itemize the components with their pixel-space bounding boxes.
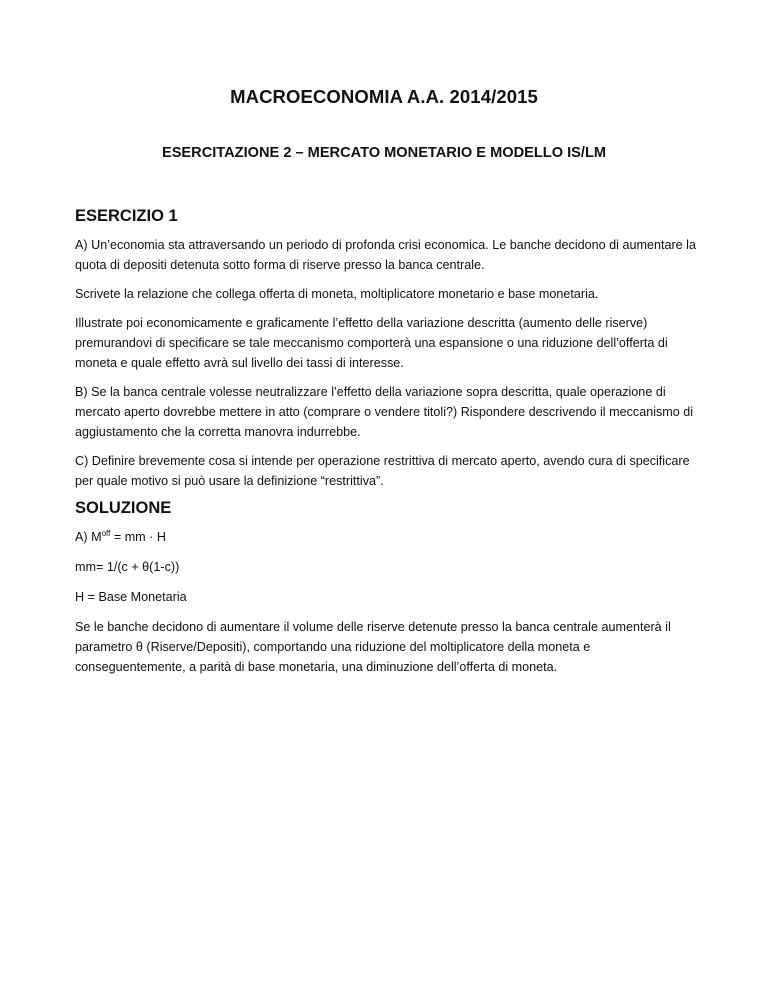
formula-superscript: off	[101, 529, 111, 538]
solution-section	[75, 499, 697, 686]
formula-prefix: A) M	[75, 530, 102, 544]
money-supply-formula	[75, 527, 697, 547]
exercise-paragraph-b: B) Se la banca centrale volesse neutralizzare l’effetto della variazione sopra descritta, quale operazione di mercato aperto dovrebbe mettere in atto (comprare o vendere titoli?) Rispondere descrivendo il meccanismo di aggiustamento che la corretta manovra indurrebbe.	[75, 385, 694, 439]
solution-paragraph: Se le banche decidono di aumentare il volume delle riserve detenute presso la banca centrale aumenterà il parametro θ (Riserve/Depositi), comportando una riduzione del moltiplicatore della moneta e conseguentemente, a parità di base monetaria, una diminuzione dell’offerta di moneta.	[75, 620, 671, 674]
exercise-paragraph-illustrate: Illustrate poi economicamente e graficamente l’effetto della variazione descritta (aumento delle riserve) premurandovi di specificare se tale meccanismo comporterà una espansione o una riduzione dell’offerta di moneta e quale effetto avrà sul livello dei tassi di interesse.	[75, 316, 668, 370]
exercise-paragraph-relation: Scrivete la relazione che collega offerta di moneta, moltiplicatore monetario e base monetaria.	[75, 287, 599, 301]
exercise-heading: ESERCIZIO 1	[75, 207, 178, 225]
document-title: MACROECONOMIA A.A. 2014/2015	[230, 86, 538, 107]
exercise-paragraph-c: C) Definire brevemente cosa si intende per operazione restrittiva di mercato aperto, avendo cura di specificare per quale motivo si può usare la definizione “restrittiva”.	[75, 454, 690, 488]
exercise-section	[75, 207, 697, 500]
exercise-paragraph-a: A) Un’economia sta attraversando un periodo di profonda crisi economica. Le banche decidono di aumentare la quota di depositi detenuta sotto forma di riserve presso la banca centrale.	[75, 238, 696, 272]
multiplier-formula: mm= 1/(c + θ(1-c))	[75, 560, 180, 574]
document-subtitle: ESERCITAZIONE 2 – MERCATO MONETARIO E MODELLO IS/LM	[161, 145, 607, 161]
base-formula: H = Base Monetaria	[75, 590, 187, 604]
solution-heading: SOLUZIONE	[75, 499, 172, 517]
formula-suffix: = mm · H	[110, 530, 166, 544]
